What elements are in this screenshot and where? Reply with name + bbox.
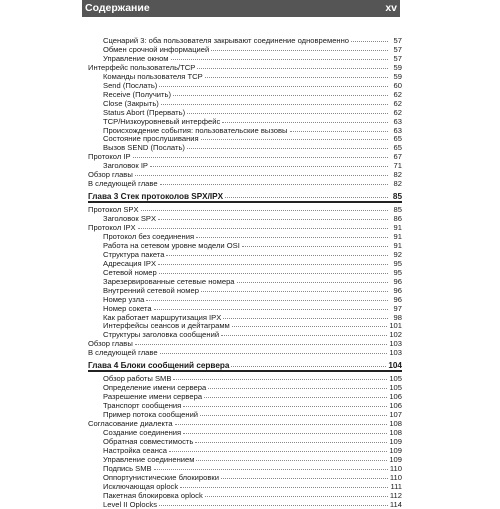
dot-leader: [180, 487, 388, 488]
toc-entry-title: Обзор главы: [88, 170, 133, 180]
toc-entry-row[interactable]: [88, 63, 402, 72]
toc-page-number: 65: [393, 143, 402, 153]
toc-entry-title: В следующей главе: [88, 348, 158, 358]
toc-entry-title: Зарезервированные сетевые номера: [103, 276, 235, 286]
toc-page-number: 109: [389, 436, 402, 446]
toc-page-number: 82: [393, 170, 402, 180]
toc-page-number: 65: [393, 134, 402, 144]
toc-entry-title: Пример потока сообщений: [103, 410, 199, 419]
toc-entry-title: Глава 4 Блоки сообщений сервера: [88, 361, 230, 371]
dot-leader: [221, 478, 388, 479]
toc-entry-row[interactable]: [103, 428, 402, 437]
toc-page-number: 82: [393, 179, 402, 189]
toc-page-number: 97: [393, 303, 402, 313]
toc-entry-row[interactable]: [103, 374, 402, 383]
toc-entry-row[interactable]: [88, 419, 402, 428]
dot-leader: [195, 442, 387, 443]
dot-leader: [225, 197, 388, 198]
toc-page-number: 96: [393, 285, 402, 295]
toc-entry-title: Оппортунистические блокировки: [103, 472, 219, 482]
toc-entry-row[interactable]: [103, 241, 402, 250]
toc-page-number: 71: [393, 161, 402, 171]
toc-entry-title: Обзор работы SMB: [103, 374, 172, 384]
toc-page-number: 62: [393, 98, 402, 108]
toc-page-number: 62: [393, 89, 402, 99]
dot-leader: [201, 291, 388, 292]
dot-leader: [135, 344, 388, 345]
toc-page-number: 106: [389, 392, 402, 402]
toc-entry-row[interactable]: [103, 108, 402, 117]
dot-leader: [159, 273, 388, 274]
toc-page-number: 105: [389, 374, 402, 384]
toc-page-number: 57: [393, 53, 402, 63]
toc-entry-title: TCP/Низкоуровневый интерфейс: [103, 116, 221, 126]
toc-entry-title: Настройка сеанса: [103, 445, 167, 455]
toc-entry-title: Сетевой номер: [103, 267, 157, 277]
toc-entry-title: Адресация IPX: [103, 258, 157, 268]
toc-entry-title: Протокол без соединения: [103, 231, 195, 241]
toc-entry-row[interactable]: [103, 464, 402, 473]
toc-page-number: 62: [393, 107, 402, 117]
toc-entry-title: Вызов SEND (Послать): [103, 143, 185, 153]
toc-entry-title: В следующей главе: [88, 179, 158, 189]
toc-page-number: 114: [389, 499, 402, 509]
dot-leader: [135, 175, 388, 176]
dot-leader: [173, 95, 388, 96]
toc-page-number: 106: [389, 401, 402, 411]
toc-entry-row[interactable]: [103, 268, 402, 277]
toc-entry-title: Заголовок SPX: [103, 214, 157, 224]
toc-entry-title: Send (Послать): [103, 80, 158, 90]
toc-entry-title: Состояние прослушивания: [103, 134, 199, 144]
toc-entry-row[interactable]: [88, 223, 402, 232]
dot-leader: [205, 496, 388, 497]
toc-entry-title: Подпись SMB: [103, 463, 152, 473]
dot-leader: [183, 433, 387, 434]
toc-entry-row[interactable]: [103, 446, 402, 455]
toc-page-number: 57: [393, 44, 402, 54]
dot-leader: [150, 166, 388, 167]
dot-leader: [158, 264, 388, 265]
toc-entry-row[interactable]: [103, 126, 402, 135]
toc-entry-row[interactable]: [88, 348, 402, 357]
dot-leader: [204, 397, 387, 398]
toc-page-number: 91: [393, 223, 402, 232]
dot-leader: [173, 379, 387, 380]
dot-leader: [175, 424, 388, 425]
toc-entry-row[interactable]: [103, 143, 402, 152]
toc-page-number: 59: [393, 71, 402, 81]
toc-page-number: 63: [393, 125, 402, 135]
toc-entry-title: Номер сокета: [103, 303, 152, 313]
toc-entry-row[interactable]: [88, 339, 402, 348]
dot-leader: [200, 415, 387, 416]
toc-entry-row[interactable]: [103, 500, 402, 509]
toc-page-number: 95: [393, 258, 402, 268]
dot-leader: [154, 309, 388, 310]
toc-entry-title: Структура пакета: [103, 249, 165, 259]
dot-leader: [221, 335, 387, 336]
dot-leader: [171, 59, 388, 60]
toc-entry-title: Интерфейсы сеансов и дейтаграмм: [103, 321, 230, 331]
toc-entry-row[interactable]: [103, 473, 402, 482]
toc-entry-row[interactable]: [103, 90, 402, 99]
dot-leader: [183, 406, 387, 407]
toc-entry-row[interactable]: [103, 259, 402, 268]
toc-entry-row[interactable]: [103, 81, 402, 90]
toc-entry-title: Команды пользователя TCP: [103, 71, 203, 81]
toc-chapter-row[interactable]: [88, 361, 402, 370]
header-page-number: xv: [385, 2, 397, 14]
toc-page-number: 103: [389, 339, 402, 349]
toc-entry-row[interactable]: [103, 455, 402, 464]
dot-leader: [160, 184, 388, 185]
toc-entry-row[interactable]: [103, 313, 402, 322]
toc-entry-title: Работа на сетевом уровне модели OSI: [103, 240, 240, 250]
toc-entry-title: Интерфейс пользователь/TCP: [88, 62, 196, 72]
dot-leader: [166, 255, 388, 256]
toc-page-number: 102: [389, 330, 402, 340]
toc-entry-title: Receive (Получить): [103, 89, 171, 99]
toc-entry-title: Управление соединением: [103, 454, 195, 464]
toc-page-number: 91: [393, 240, 402, 250]
dot-leader: [205, 77, 388, 78]
dot-leader: [160, 353, 388, 354]
toc-entry-title: Структуры заголовка сообщений: [103, 330, 220, 340]
toc-page-number: 109: [389, 454, 402, 464]
toc-entry-title: Level II Oplocks: [103, 499, 158, 509]
toc-entry-row[interactable]: [88, 152, 402, 161]
toc-entry-row[interactable]: [103, 491, 402, 500]
dot-leader: [201, 139, 388, 140]
toc-entry-title: Обратная совместимость: [103, 436, 194, 446]
toc-entry-row[interactable]: [103, 214, 402, 223]
toc-entry-title: Status Abort (Прервать): [103, 107, 186, 117]
dot-leader: [146, 300, 388, 301]
toc-entry-title: Протокол SPX: [88, 205, 139, 215]
toc-entry-title: Глава 3 Стек протоколов SPX/IPX: [88, 192, 224, 202]
dot-leader: [169, 451, 387, 452]
dot-leader: [197, 68, 388, 69]
toc-entry-row[interactable]: [88, 179, 402, 188]
toc-entry-title: Транспорт сообщения: [103, 401, 182, 411]
toc-page-number: 86: [393, 214, 402, 224]
toc-page-number: 67: [393, 152, 402, 162]
dot-leader: [351, 41, 388, 42]
toc-entry-title: Номер узла: [103, 294, 145, 304]
toc-page-number: 57: [393, 36, 402, 45]
toc-entry-row[interactable]: [103, 277, 402, 286]
dot-leader: [232, 326, 388, 327]
dot-leader: [237, 282, 388, 283]
toc-page-number: 60: [393, 80, 402, 90]
dot-leader: [223, 318, 388, 319]
toc-entry-row[interactable]: [103, 134, 402, 143]
toc-entry-title: Сценарий 3: оба пользователя закрывают соединение одновременно: [103, 36, 350, 45]
toc-entry-title: Исключающая oplock: [103, 481, 179, 491]
toc-entry-row[interactable]: [103, 72, 402, 81]
dot-leader: [231, 366, 386, 367]
dot-leader: [196, 460, 387, 461]
dot-leader: [211, 50, 388, 51]
toc-page-number: 108: [389, 427, 402, 437]
toc-page-number: 92: [393, 249, 402, 259]
toc-entry-title: Управление окном: [103, 53, 169, 63]
dot-leader: [290, 131, 389, 132]
dot-leader: [187, 148, 388, 149]
dot-leader: [222, 122, 388, 123]
dot-leader: [159, 505, 388, 506]
toc-page-number: 110: [389, 463, 402, 473]
toc-entry-title: Создание соединения: [103, 427, 182, 437]
toc-entry-row[interactable]: [103, 401, 402, 410]
toc-entry-title: Close (Закрыть): [103, 98, 159, 108]
dot-leader: [187, 113, 388, 114]
toc-entry-title: Протокол IP: [88, 152, 131, 162]
toc-entry-row[interactable]: [103, 286, 402, 295]
toc-page-number: 96: [393, 294, 402, 304]
toc-entry-title: Обзор главы: [88, 339, 133, 349]
toc-page-number: 91: [393, 231, 402, 241]
toc-entry-title: Заголовок IP: [103, 161, 148, 171]
toc-entry-row[interactable]: [103, 295, 402, 304]
toc-page-number: 110: [389, 472, 402, 482]
toc-entry-title: Определение имени сервера: [103, 383, 207, 393]
toc-entry-row[interactable]: [103, 36, 402, 45]
toc-entry-row[interactable]: [103, 321, 402, 330]
toc-page-number: 85: [392, 192, 402, 202]
toc-entry-title: Внутренний сетевой номер: [103, 285, 199, 295]
toc-entry-row[interactable]: [88, 170, 402, 179]
toc-page-number: 101: [389, 321, 402, 331]
toc-entry-row[interactable]: [103, 45, 402, 54]
toc-entry-title: Происхождение события: пользовательские вызовы: [103, 125, 288, 135]
toc-entry-title: Согласование диалекта: [88, 418, 173, 428]
header-title: Содержание: [85, 2, 150, 14]
dot-leader: [196, 237, 388, 238]
toc-page-number: 109: [389, 445, 402, 455]
chapter-rule: [88, 370, 402, 372]
toc-entry-title: Разрешение имени сервера: [103, 392, 203, 402]
toc-entry-row[interactable]: [103, 330, 402, 339]
toc-entry-row[interactable]: [103, 482, 402, 491]
dot-leader: [208, 388, 387, 389]
toc-entry-row[interactable]: [103, 161, 402, 170]
toc-page-number: 105: [389, 383, 402, 393]
toc-entry-row[interactable]: [103, 232, 402, 241]
toc-page-number: 98: [393, 312, 402, 322]
toc-entry-row[interactable]: [103, 410, 402, 419]
toc-page-number: 111: [390, 481, 402, 491]
toc-entry-row[interactable]: [103, 54, 402, 63]
toc-page-number: 95: [393, 267, 402, 277]
dot-leader: [242, 246, 388, 247]
dot-leader: [141, 210, 388, 211]
toc-entry-row[interactable]: [103, 437, 402, 446]
toc-entry-title: Как работает маршрутизация IPX: [103, 312, 222, 322]
dot-leader: [161, 104, 388, 105]
dot-leader: [133, 157, 388, 158]
toc-entry-row[interactable]: [103, 304, 402, 313]
toc-page-number: 112: [389, 490, 402, 500]
dot-leader: [159, 86, 388, 87]
dot-leader: [138, 228, 388, 229]
toc-entry-title: Протокол IPX: [88, 223, 136, 232]
toc-entry-row[interactable]: [103, 117, 402, 126]
toc-page-number: 103: [389, 348, 402, 358]
chapter-rule: [88, 201, 402, 203]
toc-page-number: 85: [393, 205, 402, 215]
toc-entry-row[interactable]: [103, 250, 402, 259]
toc-entry-row[interactable]: [103, 383, 402, 392]
toc-entry-title: Пакетная блокировка oplock: [103, 490, 203, 500]
toc-page-number: 104: [388, 361, 402, 371]
toc-entry-title: Обмен срочной информацией: [103, 44, 210, 54]
toc-page-number: 96: [393, 276, 402, 286]
toc-page-number: 63: [393, 116, 402, 126]
toc-entry-row[interactable]: [103, 392, 402, 401]
toc-chapter-row[interactable]: [88, 192, 402, 201]
toc-entry-row[interactable]: [88, 205, 402, 214]
toc-page-number: 107: [389, 410, 402, 419]
dot-leader: [158, 219, 388, 220]
toc-page-number: 108: [389, 418, 402, 428]
toc-page-number: 59: [393, 62, 402, 72]
toc-entry-row[interactable]: [103, 99, 402, 108]
dot-leader: [154, 469, 388, 470]
